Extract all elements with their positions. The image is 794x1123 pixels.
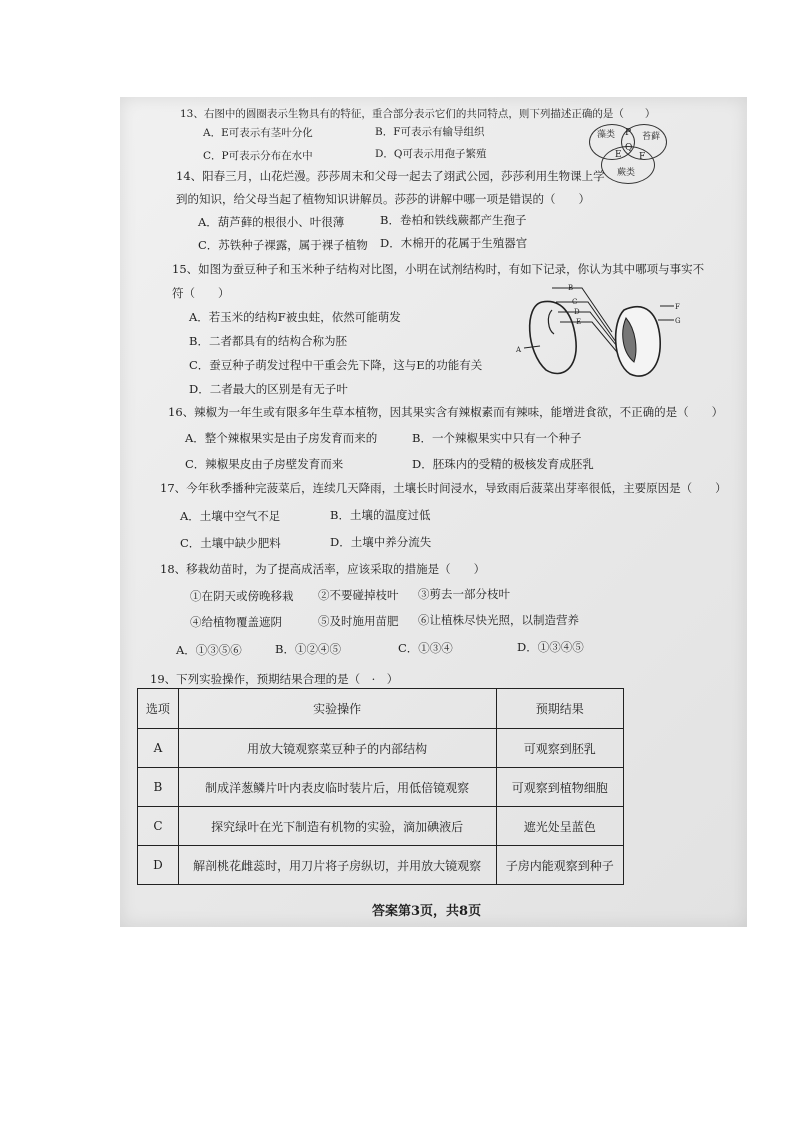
label-e: E xyxy=(576,318,582,326)
q14-option-c: C．苏铁种子裸露，属于裸子植物 xyxy=(198,238,368,252)
q17-option-c: C．土壤中缺少肥料 xyxy=(180,536,281,550)
q19-stem: 19、下列实验操作，预期结果合理的是（ · ） xyxy=(150,672,399,686)
q16-option-a: A．整个辣椒果实是由子房发育而来的 xyxy=(185,431,378,445)
q16-stem: 16、辣椒为一年生或有限多年生草本植物，因其果实含有辣椒素而有辣味，能增进食欲，不正确的是（ ） xyxy=(168,405,724,419)
header-operation: 实验操作 xyxy=(178,689,496,729)
row-operation: 制成洋葱鳞片叶内表皮临时装片后，用低倍镜观察 xyxy=(178,768,496,807)
venn-label-algae: 藻类 xyxy=(597,130,616,140)
q14-stem-line1: 14、阳春三月，山花烂漫。莎莎周末和父母一起去了翊武公园，莎莎利用生物课上学 xyxy=(176,169,605,183)
q18-item-2: ②不要碰掉枝叶 xyxy=(318,588,399,602)
label-b: B xyxy=(568,284,574,292)
q17-option-d: D．土壤中养分流失 xyxy=(330,535,432,549)
q18-item-1: ①在阴天或傍晚移栽 xyxy=(190,589,294,603)
venn-label-moss: 苔藓 xyxy=(642,132,661,142)
q14-option-a: A．葫芦藓的根很小、叶很薄 xyxy=(198,215,345,229)
venn-label-fern: 蕨类 xyxy=(617,168,636,178)
table-row xyxy=(138,729,624,768)
header-option: 选项 xyxy=(138,689,179,729)
bean-embryo xyxy=(548,310,554,334)
q18-item-4: ④给植物覆盖遮阴 xyxy=(190,615,282,629)
row-option: A xyxy=(138,729,179,768)
row-option: D xyxy=(138,846,179,885)
venn-f: F xyxy=(639,152,646,162)
q15-option-a: A．若玉米的结构F被虫蛀，依然可能萌发 xyxy=(189,310,401,324)
q16-option-d: D．胚珠内的受精的极核发育成胚乳 xyxy=(412,457,594,471)
label-a: A xyxy=(516,346,522,354)
q18-option-c: C．①③④ xyxy=(398,641,453,655)
q13-option-d: D．Q可表示用孢子繁殖 xyxy=(375,148,487,160)
q15-stem-line2: 符（ ） xyxy=(172,286,230,300)
q15-option-d: D．二者最大的区别是有无子叶 xyxy=(189,382,348,396)
table-header-row xyxy=(138,689,624,729)
seed-structure-diagram xyxy=(512,282,682,382)
row-result: 可观察到胚乳 xyxy=(496,729,624,768)
q13-option-a: A．E可表示有茎叶分化 xyxy=(203,127,313,139)
q18-option-b: B．①②④⑤ xyxy=(275,642,341,656)
venn-p: P xyxy=(625,128,632,138)
q19-table xyxy=(137,688,624,885)
label-c: C xyxy=(572,298,578,306)
row-result: 遮光处呈蓝色 xyxy=(496,807,624,846)
q15-stem-line1: 15、如图为蚕豆种子和玉米种子结构对比图，小明在试剂结构时，有如下记录，你认为其中哪项与事实不 xyxy=(172,262,705,276)
q13-stem: 13、右图中的圆圈表示生物具有的特征，重合部分表示它们的共同特点，则下列描述正确的是（ ） xyxy=(180,108,656,120)
q14-option-b: B．卷柏和铁线蕨都产生孢子 xyxy=(380,213,527,227)
q15-option-c: C．蚕豆种子萌发过程中干重会先下降，这与E的功能有关 xyxy=(189,358,483,372)
q16-option-b: B．一个辣椒果实中只有一个种子 xyxy=(412,431,582,445)
q18-stem: 18、移栽幼苗时，为了提高成活率，应该采取的措施是（ ） xyxy=(160,562,486,576)
q14-stem-line2: 到的知识，给父母当起了植物知识讲解员。莎莎的讲解中哪一项是错误的（ ） xyxy=(176,192,590,206)
q13-option-c: C．P可表示分布在水中 xyxy=(203,150,313,162)
q17-option-b: B．土壤的温度过低 xyxy=(330,508,431,522)
q18-item-6: ⑥让植株尽快光照，以制造营养 xyxy=(418,613,579,627)
leader-b xyxy=(552,288,612,332)
row-option: C xyxy=(138,807,179,846)
page-footer: 答案第3页，共8页 xyxy=(372,904,482,919)
row-result: 子房内能观察到种子 xyxy=(496,846,624,885)
table-row xyxy=(138,768,624,807)
table-row xyxy=(138,807,624,846)
row-result: 可观察到植物细胞 xyxy=(496,768,624,807)
corn-seed-outline xyxy=(616,307,661,376)
q16-option-c: C．辣椒果皮由子房壁发育而来 xyxy=(185,457,344,471)
venn-e: E xyxy=(615,150,622,160)
q13-option-b: B．F可表示有输导组织 xyxy=(375,126,485,138)
header-result: 预期结果 xyxy=(496,689,624,729)
q18-item-3: ③剪去一部分枝叶 xyxy=(418,587,510,601)
row-option: B xyxy=(138,768,179,807)
row-operation: 探究绿叶在光下制造有机物的实验，滴加碘液后 xyxy=(178,807,496,846)
row-operation: 用放大镜观察菜豆种子的内部结构 xyxy=(178,729,496,768)
q17-stem: 17、今年秋季播种完菠菜后，连续几天降雨，土壤长时间浸水，导致雨后菠菜出芽率很低，主要原因是（ ） xyxy=(160,481,727,495)
q14-option-d: D．木棉开的花属于生殖器官 xyxy=(380,236,528,250)
row-operation: 解剖桃花雌蕊时，用刀片将子房纵切，并用放大镜观察 xyxy=(178,846,496,885)
q17-option-a: A．土壤中空气不足 xyxy=(180,509,281,523)
q18-item-5: ⑤及时施用苗肥 xyxy=(318,614,399,628)
table-row xyxy=(138,846,624,885)
label-f: F xyxy=(675,303,680,311)
q18-option-d: D．①③④⑤ xyxy=(517,640,584,654)
label-d: D xyxy=(574,308,580,316)
venn-q: Q xyxy=(625,143,633,153)
label-g: G xyxy=(675,317,681,325)
q15-option-b: B．二者都具有的结构合称为胚 xyxy=(189,334,347,348)
q18-option-a: A．①③⑤⑥ xyxy=(176,643,242,657)
